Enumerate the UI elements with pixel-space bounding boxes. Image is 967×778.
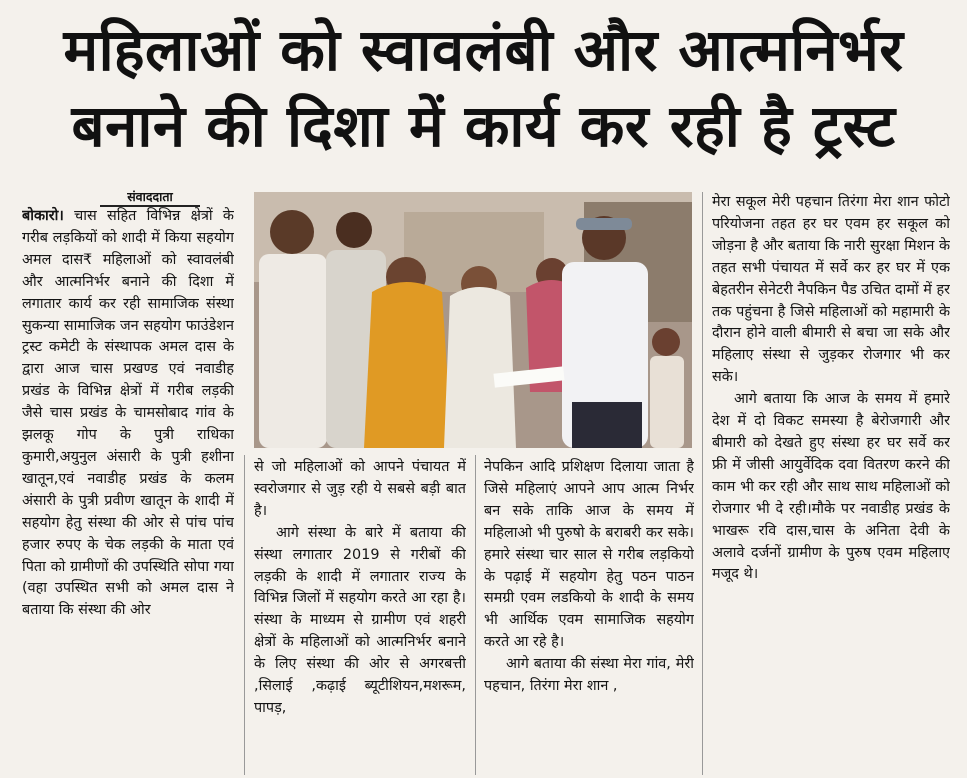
article-column-2 — [254, 457, 466, 777]
column-divider — [475, 455, 476, 775]
byline: संवाददाता — [100, 189, 200, 207]
article-column-1 — [22, 206, 234, 776]
paragraph: नेपकिन आदि प्रशिक्षण दिलाया जाता है जिसे महिलाएं आपने आप आत्म निर्भर बन सके ताकि आज के समय में महिलाओ भी पुरुषो के बराबरी कर सके। हमारे संस्था चार साल से गरीब लड़कियो के पढ़ाई में सहयोग हेतु पठन पाठन समग्री एवम लडकियो के शादी के समय भी आर्थिक एवम सामाजिक सहयोग करते आ रहे है। — [484, 459, 694, 651]
article-column-3 — [484, 457, 694, 777]
headline-line-2: बनाने की दिशा में कार्य कर रही है ट्रस्ट — [71, 92, 896, 160]
paragraph: आगे संस्था के बारे में बताया की संस्था लगातार 2019 से गरीबों की लड़की के शादी में लगातार राज्य के विभिन्न जिलों में सहयोग करते आ रहा है। संस्था के माध्यम से ग्रामीण एवं शहरी क्षेत्रों के महिलाओं को आत्मनिर्भर बनाने के लिए संस्था की ओर से अगरबत्ती ,सिलाई ,कढ़ाई ब्यूटीशियन,मशरूम, पापड़, — [254, 524, 466, 716]
paragraph: आगे बताया कि आज के समय में हमारे देश में दो विकट समस्या है बेरोजगारी और बीमारी को देखते हुए संस्था हर घर सर्वे कर फ्री में जीसी आयुर्वेदिक दवा वितरण करने की काम भी कर रही और साथ साथ महिलाओं को रोजगार भी दे रही।मौके पर नवाडीह प्रखंड के भाखरू रवि दास,चास के अनिता देवी के अलावे दर्जनों ग्रामीण के पुरुष एवम महिलाए मजूद थे। — [712, 391, 950, 583]
article-column-4 — [712, 192, 950, 777]
paragraph: आगे बताया की संस्था मेरा गांव, मेरी पहचान, तिरंगा मेरा शान , — [484, 656, 694, 695]
headline-line-1: महिलाओं को स्वावलंबी और आत्मनिर्भर — [63, 16, 904, 84]
paragraph: से जो महिलाओं को आपने पंचायत में स्वरोजगार से जुड़ रही ये सबसे बड़ी बात है। — [254, 459, 466, 519]
column-divider — [702, 192, 703, 775]
paragraph-text: चास सहित विभिन्न क्षेत्रों के गरीब लड़कियों को शादी में किया सहयोग अमल दास₹ महिलाओं को स्वावलंबी और आत्मनिर्भर बनाने की दिशा में लगातार कार्य कर रही सामाजिक संस्था सुकन्या सामाजिक जन सहयोग फाउंडेशन ट्रस्ट कमेटी के संस्थापक अमल दास के द्वारा आज चास प्रखण्ड एवं नवाडीह प्रखंड के विभिन्न क्षेत्रों में गरीब लड़की जैसे चास प्रखंड के चामसोबाद गांव के झलकू गोप के पुत्री राधिका कुमारी,अयुनुल अंसारी के पुत्री हशीना खातून,एवं नवाडीह प्रखंड के कलम अंसारी के पुत्री प्रवीण खातून के शादी में सहयोग हेतु संस्था की ओर से पांच पांच हजार रुपए के चेक लड़की के माता एवं पिता को ग्रामीणों की उपस्थिति सोपा गया (वहा उपस्थित सभी को अमल दास ने बताया कि संस्था की ओर — [22, 208, 234, 619]
news-photo — [254, 192, 692, 448]
paragraph — [22, 206, 234, 622]
dateline: बोकारो। — [22, 208, 64, 224]
column-divider — [244, 455, 245, 775]
headline — [0, 0, 967, 178]
paragraph: मेरा सकूल मेरी पहचान तिरंगा मेरा शान फोटो परियोजना तहत हर घर एवम हर सकूल को जोड़ना है और बताया कि नारी सुरक्षा मिशन के तहत सभी पंचायत में सर्वे कर हर घर में एक बेहतरीन सेनेटरी नैपकिन पैड उचित दामों में हर तक पहुंचना है जिसे महिलाओं को महामारी के दौरान होने वाली बीमारी से बचा जा सके और महिलाए संस्था से जुड़कर रोजगार भी कर सके। — [712, 194, 950, 386]
group-photo-icon — [254, 192, 692, 448]
